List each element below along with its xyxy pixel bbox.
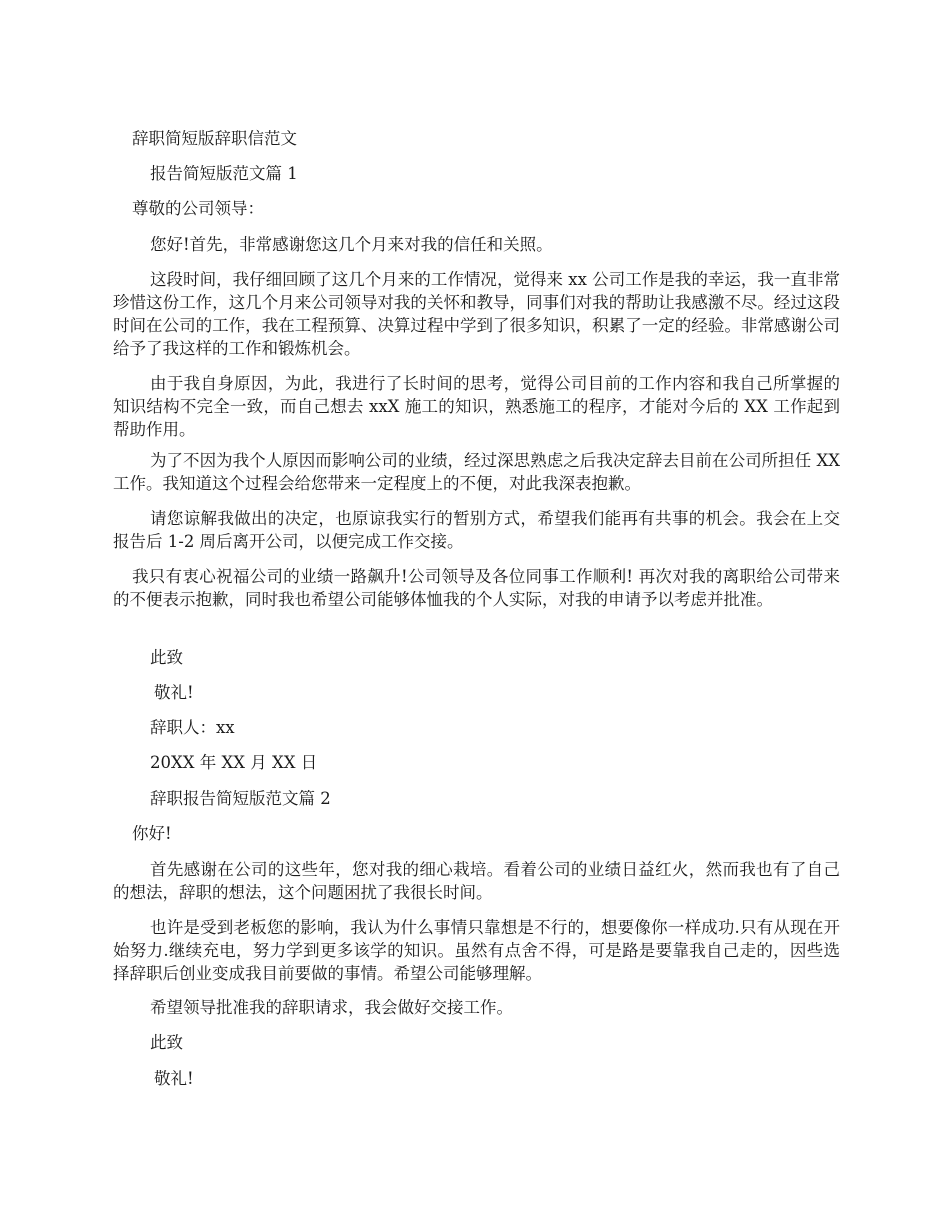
paragraph-5: 我只有衷心祝福公司的业绩一路飙升!公司领导及各位同事工作顺利! 再次对我的离职给公司带来的不便表示抱歉，同时我也希望公司能够体恤我的个人实际，对我的申请予以考虑并批准。 xyxy=(113,567,840,609)
paragraph-1: 这段时间，我仔细回顾了这几个月来的工作情况，觉得来 xx 公司工作是我的幸运，我一直非常珍惜这份工作，这几个月来公司领导对我的关怀和教导，同事们对我的帮助让我感激不尽。经过这段时间在公司的工作，我在工程预算、决算过程中学到了很多知识，积累了一定的经验。非常感谢公司给予了我这样的工作和锻炼机会。 xyxy=(113,270,840,358)
paragraph-2: 由于我自身原因，为此，我进行了长时间的思考，觉得公司目前的工作内容和我自己所掌握的知识结构不完全一致，而自己想去 xxX 施工的知识，熟悉施工的程序，才能对今后的 XX 工作起到帮助作用。 xyxy=(113,374,840,439)
regards-2: 敬礼! xyxy=(154,1069,194,1088)
document-title: 辞职简短版辞职信范文 xyxy=(132,129,297,148)
greeting-1: 您好!首先，非常感谢您这几个月来对我的信任和关照。 xyxy=(150,235,553,254)
salutation-1: 尊敬的公司领导： xyxy=(132,199,264,218)
paragraph-6: 首先感谢在公司的这些年，您对我的细心栽培。看着公司的业绩日益红火，然而我也有了自己的想法，辞职的想法，这个问题困扰了我很长时间。 xyxy=(113,860,840,902)
paragraph-7: 也许是受到老板您的影响，我认为什么事情只靠想是不行的，想要像你一样成功.只有从现在开始努力.继续充电，努力学到更多该学的知识。虽然有点舍不得，可是路是要靠我自己走的，因些选择辞职后创业变成我目前要做的事情。希望公司能够理解。 xyxy=(113,918,840,983)
date: 20XX 年 XX 月 XX 日 xyxy=(150,753,318,772)
closing-2: 此致 xyxy=(150,1033,183,1052)
salutation-2: 你好! xyxy=(132,824,172,843)
regards-1: 敬礼! xyxy=(154,683,194,702)
paragraph-8: 希望领导批准我的辞职请求，我会做好交接工作。 xyxy=(150,998,513,1017)
paragraph-3: 为了不因为我个人原因而影响公司的业绩，经过深思熟虑之后我决定辞去目前在公司所担任 XX 工作。我知道这个过程会给您带来一定程度上的不便，对此我深表抱歉。 xyxy=(113,451,840,493)
paragraph-4: 请您谅解我做出的决定，也原谅我实行的暂别方式，希望我们能再有共事的机会。我会在上交报告后 1-2 周后离开公司，以便完成工作交接。 xyxy=(113,509,840,551)
section-heading-1: 报告简短版范文篇 1 xyxy=(150,164,298,183)
closing-1: 此致 xyxy=(150,648,183,667)
section-heading-2: 辞职报告简短版范文篇 2 xyxy=(150,789,331,808)
signer: 辞职人：xx xyxy=(150,718,235,737)
